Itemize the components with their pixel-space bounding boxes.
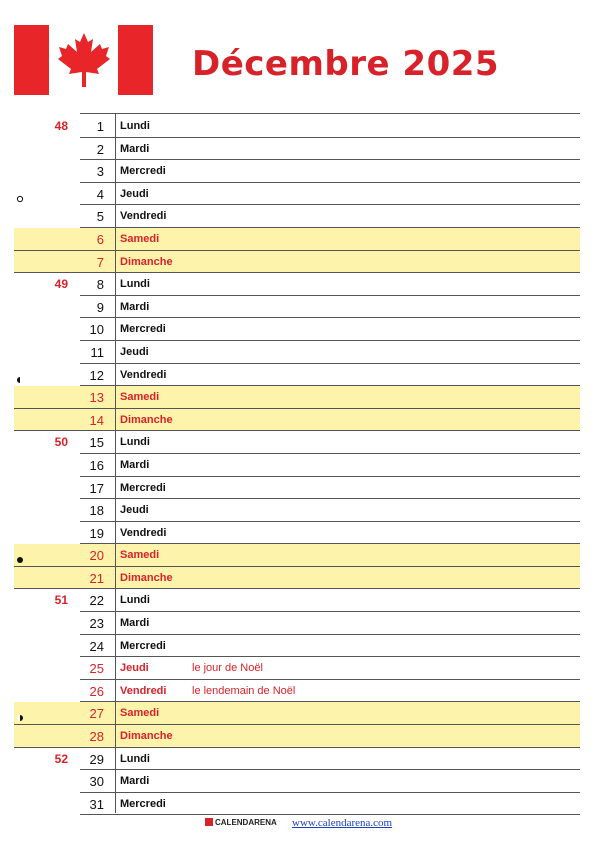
calendar-row bbox=[14, 477, 580, 500]
week-number: 49 bbox=[54, 277, 68, 292]
calendar-row bbox=[14, 657, 580, 680]
day-number: 6 bbox=[96, 231, 104, 247]
day-number: 27 bbox=[89, 706, 104, 722]
page-title: Décembre 2025 bbox=[192, 44, 500, 84]
day-name: Vendredi bbox=[120, 210, 167, 223]
day-number: 10 bbox=[89, 322, 104, 338]
calendar-grid bbox=[14, 115, 580, 815]
footer bbox=[0, 817, 595, 831]
calendar-row bbox=[14, 680, 580, 703]
day-name: Mercredi bbox=[120, 481, 166, 494]
calendar-row bbox=[14, 409, 580, 432]
calendar-row bbox=[14, 160, 580, 183]
day-name: Mardi bbox=[120, 300, 150, 313]
calendar-row bbox=[14, 635, 580, 658]
day-number: 1 bbox=[96, 119, 104, 134]
calendar-row bbox=[14, 341, 580, 364]
day-name: Vendredi bbox=[120, 368, 167, 381]
calendar-row bbox=[14, 522, 580, 545]
day-number: 16 bbox=[89, 457, 104, 473]
day-number: 9 bbox=[96, 299, 104, 315]
calendar-row bbox=[14, 431, 580, 454]
moon-full-icon bbox=[16, 190, 24, 198]
day-name: Dimanche bbox=[120, 730, 173, 743]
day-name: Lundi bbox=[120, 752, 150, 765]
calendar-row bbox=[14, 183, 580, 206]
day-number: 12 bbox=[89, 367, 104, 383]
day-number: 18 bbox=[89, 503, 104, 519]
day-number: 24 bbox=[89, 638, 104, 654]
day-number: 15 bbox=[89, 435, 104, 451]
day-number: 13 bbox=[89, 390, 104, 406]
footer-brand bbox=[205, 818, 277, 827]
day-number: 23 bbox=[89, 616, 104, 632]
day-name: Mercredi bbox=[120, 639, 166, 652]
day-name: Mercredi bbox=[120, 797, 166, 810]
day-name: Samedi bbox=[120, 232, 160, 245]
day-number: 20 bbox=[89, 548, 104, 564]
day-number: 11 bbox=[90, 344, 104, 360]
day-number: 30 bbox=[89, 774, 104, 790]
day-name: Dimanche bbox=[120, 255, 173, 268]
day-number: 14 bbox=[89, 412, 104, 428]
moon-new-icon bbox=[16, 551, 24, 559]
day-name: Mardi bbox=[120, 458, 150, 471]
moon-last-icon bbox=[16, 371, 24, 379]
day-name: Lundi bbox=[120, 436, 150, 449]
calendar-row bbox=[14, 228, 580, 251]
calendar-row bbox=[14, 273, 580, 296]
calendar-row bbox=[14, 364, 580, 387]
week-number: 48 bbox=[54, 119, 68, 133]
day-number: 22 bbox=[89, 593, 104, 609]
calendar-row bbox=[14, 612, 580, 635]
day-name: Mercredi bbox=[120, 323, 166, 336]
day-name: Mardi bbox=[120, 617, 150, 630]
calendar-icon bbox=[205, 818, 213, 826]
calendar-row bbox=[14, 725, 580, 748]
day-name: Vendredi bbox=[120, 526, 167, 539]
day-number: 31 bbox=[89, 796, 104, 812]
calendar-row bbox=[14, 770, 580, 793]
day-name: Jeudi bbox=[120, 662, 149, 675]
calendar-row bbox=[14, 251, 580, 274]
footer-brand-text: CALENDARENA bbox=[215, 818, 277, 827]
day-number: 3 bbox=[96, 164, 104, 180]
day-number: 8 bbox=[96, 277, 104, 293]
holiday-label: le lendemain de Noël bbox=[192, 684, 296, 697]
day-name: Vendredi bbox=[120, 684, 167, 697]
day-name: Lundi bbox=[120, 278, 150, 291]
column-divider bbox=[115, 114, 116, 813]
day-number: 25 bbox=[89, 661, 104, 677]
day-name: Lundi bbox=[120, 594, 150, 607]
day-name: Dimanche bbox=[120, 413, 173, 426]
day-name: Dimanche bbox=[120, 571, 173, 584]
day-number: 4 bbox=[96, 186, 104, 202]
flag-left-bar bbox=[14, 25, 49, 95]
maple-leaf-icon bbox=[57, 32, 111, 88]
calendar-row bbox=[14, 793, 580, 816]
calendar-row bbox=[14, 205, 580, 228]
week-number: 52 bbox=[54, 751, 68, 766]
calendar-row bbox=[14, 748, 580, 771]
day-number: 2 bbox=[96, 141, 104, 157]
calendar-row bbox=[14, 702, 580, 725]
calendar-row bbox=[14, 567, 580, 590]
flag-right-bar bbox=[118, 25, 153, 95]
calendar-row bbox=[14, 138, 580, 161]
canada-flag bbox=[14, 25, 153, 95]
day-number: 17 bbox=[89, 480, 104, 496]
day-number: 28 bbox=[89, 729, 104, 745]
day-name: Jeudi bbox=[120, 345, 149, 358]
day-number: 19 bbox=[89, 525, 104, 541]
day-number: 21 bbox=[89, 570, 104, 586]
day-name: Samedi bbox=[120, 549, 160, 562]
day-name: Mercredi bbox=[120, 165, 166, 178]
day-name: Samedi bbox=[120, 707, 160, 720]
day-number: 5 bbox=[96, 209, 104, 225]
day-number: 7 bbox=[96, 254, 104, 270]
day-name: Samedi bbox=[120, 391, 160, 404]
calendar-row bbox=[14, 499, 580, 522]
day-name: Mardi bbox=[120, 142, 150, 155]
top-divider bbox=[80, 113, 580, 114]
calendar-row bbox=[14, 454, 580, 477]
calendar-row bbox=[14, 386, 580, 409]
day-number: 26 bbox=[89, 683, 104, 699]
row-divider bbox=[80, 814, 580, 815]
holiday-label: le jour de Noël bbox=[192, 662, 263, 675]
calendar-row bbox=[14, 296, 580, 319]
moon-first-icon bbox=[16, 709, 24, 717]
calendar-row bbox=[14, 544, 580, 567]
day-name: Lundi bbox=[120, 120, 150, 132]
calendar-row bbox=[14, 589, 580, 612]
footer-url-link[interactable]: www.calendarena.com bbox=[292, 817, 393, 829]
calendar-row bbox=[14, 318, 580, 341]
day-name: Jeudi bbox=[120, 187, 149, 200]
day-number: 29 bbox=[89, 751, 104, 767]
day-name: Mardi bbox=[120, 775, 150, 788]
week-number: 50 bbox=[54, 435, 68, 450]
day-name: Jeudi bbox=[120, 504, 149, 517]
week-number: 51 bbox=[54, 593, 68, 608]
calendar-row bbox=[14, 115, 580, 138]
